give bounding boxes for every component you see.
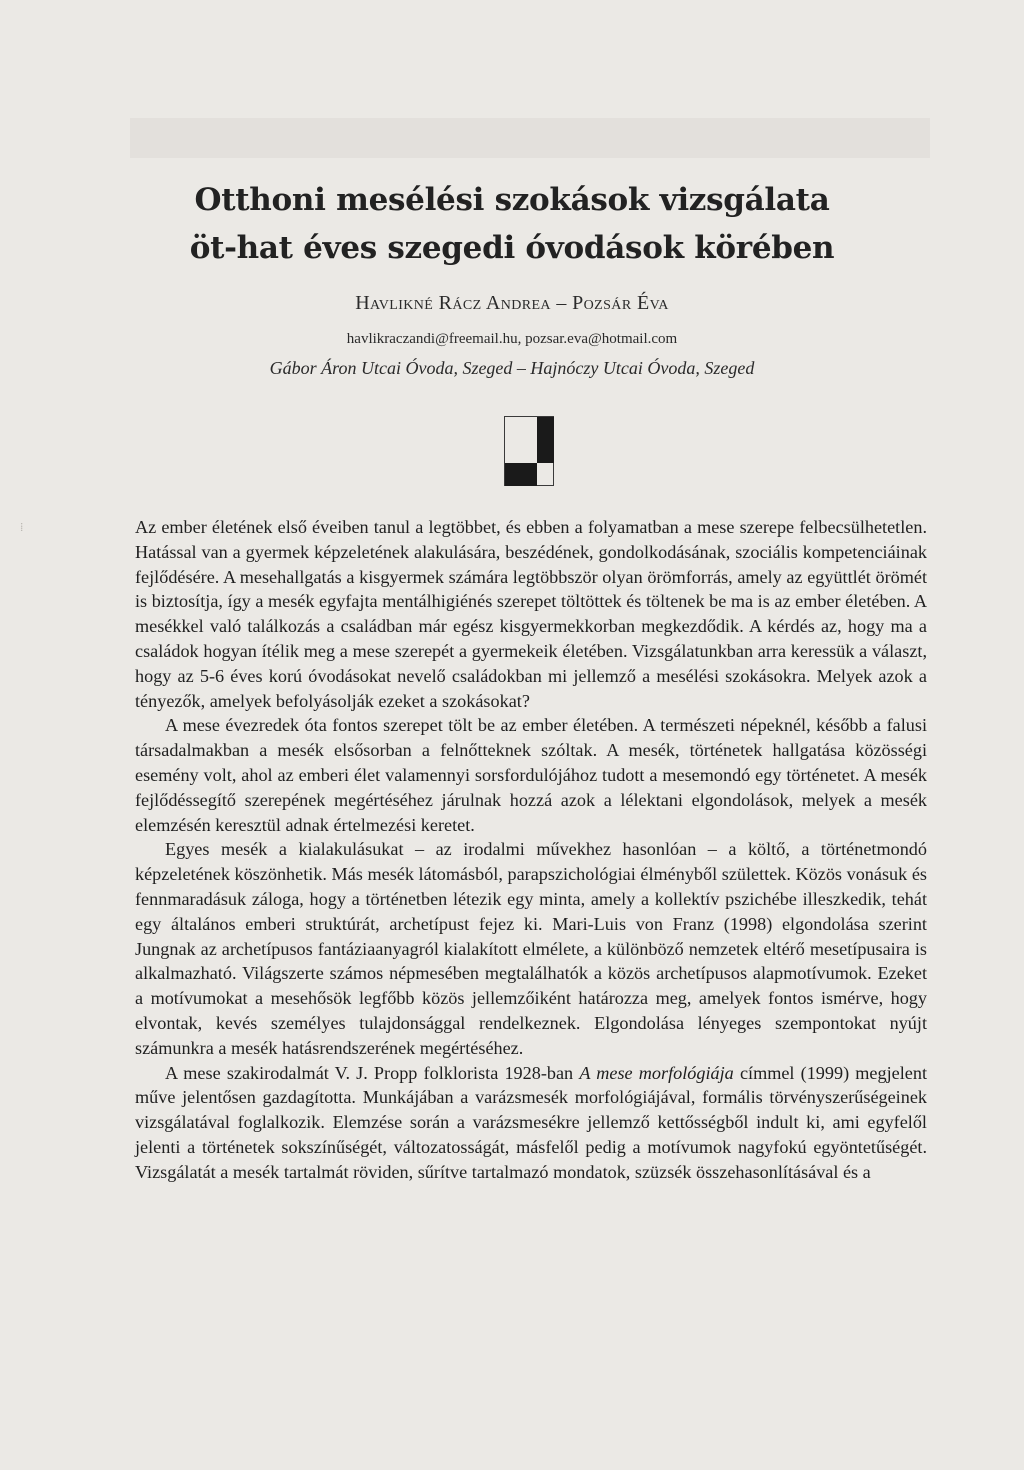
title-line-2: öt-hat éves szegedi óvodások körében: [189, 230, 835, 266]
paragraph-4-text-start: A mese szakirodalmát V. J. Propp folklorista 1928-ban: [165, 1062, 580, 1083]
body-paragraph-4: [135, 1061, 927, 1185]
paragraph-4-text-end: címmel (1999) megjelent műve jelentősen gazdagította. Munkájában a varázsmesék morfológiájával, formális törvényszerűségeinek vizsgálatával foglalkozik. Elemzése során a varázsmesékre jellemző kettősségből indult ki, ami egyfelől jelenti a történetek sokszínűségét, változatosságát, másfelől pedig a motívumok nagyfokú egyöntetűségét. Vizsgálatát a mesék tartalmát röviden, sűrítve tartalmazó mondatok, szüzsék összehasonlításával és a: [135, 1062, 928, 1182]
article-body: [135, 515, 927, 1185]
scan-artifact-band: [130, 118, 930, 158]
article-authors: Havlikné Rácz Andrea – Pozsár Éva: [355, 292, 669, 314]
body-paragraph-3: Egyes mesék a kialakulásukat – az irodalmi művekhez hasonlóan – a költő, a történetmondó képzeletének köszönhetik. Más mesék látomásból, parapszichológiai élményből születtek. Közös vonásuk és fennmaradásuk záloga, hogy a történetben létezik egy minta, amely a kollektív pszichébe illeszkedik, tehát egy általános emberi struktúrát, archetípust fejez ki. Mari-Luis von Franz (1998) elgondolása szerint Jungnak az archetípusos fantáziaanyagról kialakított elmélete, a különböző nemzetek eltérő mesetípusaira is alkalmazható. Világszerte számos népmesében megtalálhatók a közös archetípusos alapmotívumok. Ezeket a motívumokat a mesehősök legfőbb közös jellemzőiként határozza meg, amelyek fontos ismérve, hogy elvontak, kevés személyes tulajdonsággal rendelkeznek. Elgondolása lényeges szempontokat nyújt számunkra a mesék hatásrendszerének megértéséhez.: [135, 839, 927, 1058]
author-emails: havlikraczandi@freemail.hu, pozsar.eva@hotmail.com: [346, 331, 678, 347]
logo-block-lower: [505, 463, 537, 486]
body-paragraph-2: A mese évezredek óta fontos szerepet tölt be az ember életében. A természeti népeknél, később a falusi társadalmakban a mesék elsősorban a felnőtteknek szóltak. A mesék, történetek hallgatása közösségi esemény volt, ahol az emberi élet valamennyi sorsfordulójához tudott a mesemondó egy történetet. A mesék fejlődéssegítő szerepének megértéséhez járulnak hozzá azok a lélektani elgondolások, melyek a mesék elemzésén keresztül adnak értelmezési keretet.: [135, 715, 927, 835]
title-line-1: Otthoni mesélési szokások vizsgálata: [194, 182, 830, 218]
margin-mark: ⁞: [20, 520, 24, 534]
body-paragraph-1: Az ember életének első éveiben tanul a legtöbbet, és ebben a folyamatban a mese szerepe felbecsülhetetlen. Hatással van a gyermek képzeletének alakulására, beszédének, gondolkodásának, szociális kompetenciáinak fejlődésére. A mesehallgatás a kisgyermek számára legtöbbször olyan örömforrás, amely az együttlét örömét is biztosítja, így a mesék egyfajta mentálhigiénés szerepet töltöttek és töltenek be ma is az ember életében. A mesékkel való találkozás a családban már egész kisgyermekkorban megkezdődik. A kérdés az, hogy ma a családok hogyan ítélik meg a mese szerepét a gyermekeik életében. Vizsgálatunkban arra keressük a választ, hogy az 5-6 éves korú óvodásokat nevelő családokban mi jellemző a mesélési szokásokra. Melyek azok a tényezők, amelyek befolyásolják ezeket a szokásokat?: [135, 517, 927, 711]
article-title: [0, 176, 1024, 272]
logo-block-upper: [537, 417, 554, 463]
journal-logo-icon: [504, 416, 554, 486]
book-title-italic: A mese morfológiája: [579, 1062, 734, 1083]
article-header: [0, 176, 1024, 379]
author-institutions: Gábor Áron Utcai Óvoda, Szeged – Hajnóczy Utcai Óvoda, Szeged: [269, 358, 755, 378]
